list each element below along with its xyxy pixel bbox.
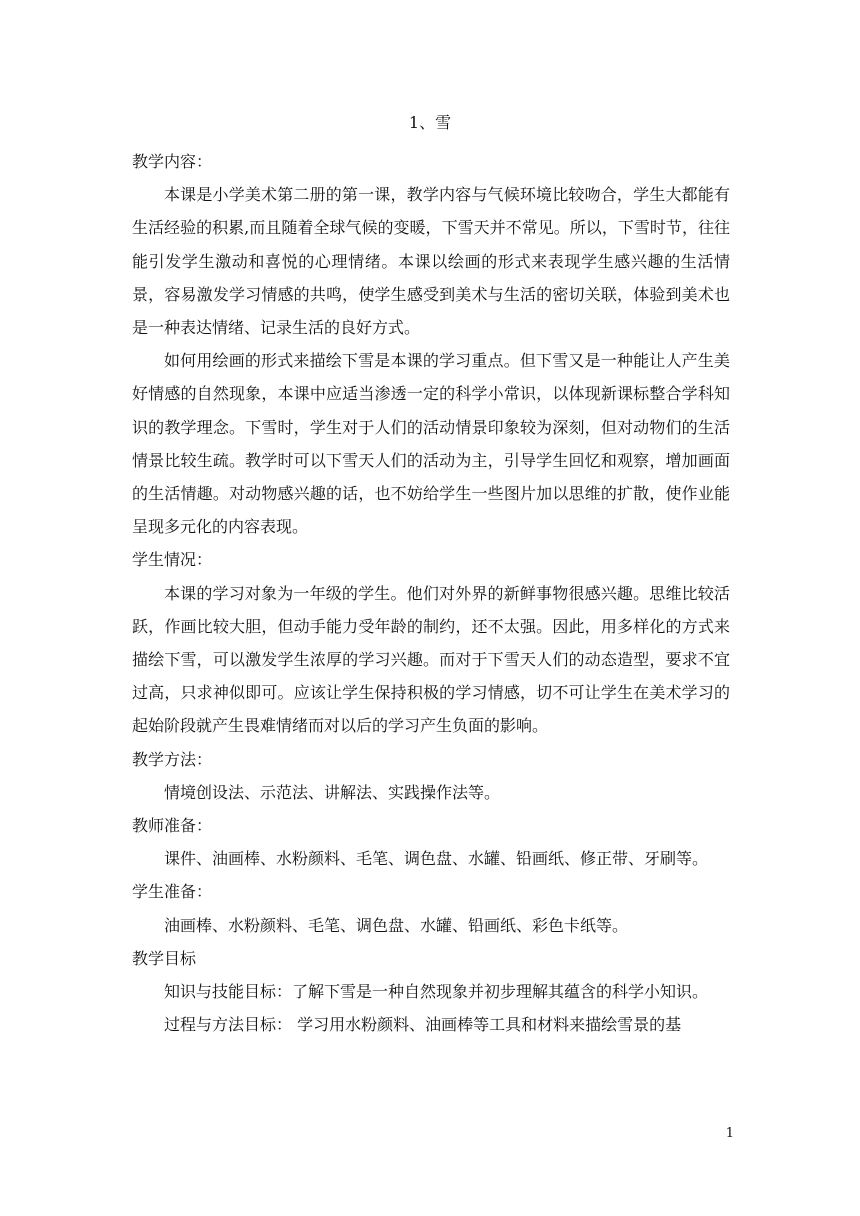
section-heading-teacher-prep: 教师准备： — [132, 816, 213, 836]
section-paragraph: 油画棒、水粉颜料、毛笔、调色盘、水罐、铅画纸、彩色卡纸等。 — [164, 915, 629, 935]
section-paragraph: 本课的学习对象为一年级的学生。他们对外界的新鲜事物很感兴趣。思维比较活跃，作画比较大胆，但动手能力受年龄的制约，还不太强。因此，用多样化的方式来描绘下雪，可以激发学生浓厚的学习兴趣。而对于下雪天人们的动态造型，要求不宜过高，只求神似即可。应该让学生保持积极的学习情感，切不可让学生在美术学习的起始阶段就产生畏难情绪而对以后的学习产生负面的影响。 — [132, 583, 730, 736]
section-paragraph: 情境创设法、示范法、讲解法、实践操作法等。 — [164, 782, 501, 802]
page-number: 1 — [725, 1126, 734, 1141]
document-title: 1、雪 — [408, 113, 452, 132]
section-paragraph: 课件、油画棒、水粉颜料、毛笔、调色盘、水罐、铅画纸、修正带、牙刷等。 — [164, 849, 709, 869]
section-paragraph: 本课是小学美术第二册的第一课，教学内容与气候环境比较吻合，学生大都能有生活经验的积累,而且随着全球气候的变暖，下雪天并不常见。所以，下雪时节，往往能引发学生激动和喜悦的心理情绪。本课以绘画的形式来表现学生感兴趣的生活情景，容易激发学习情感的共鸣，使学生感受到美术与生活的密切关联，体验到美术也是一种表达情绪、记录生活的良好方式。 — [132, 185, 730, 338]
section-paragraph: 知识与技能目标：了解下雪是一种自然现象并初步理解其蕴含的科学小知识。 — [164, 982, 709, 1002]
section-paragraph: 如何用绘画的形式来描绘下雪是本课的学习重点。但下雪又是一种能让人产生美好情感的自然现象，本课中应适当渗透一定的科学小常识，以体现新课标整合学科知识的教学理念。下雪时，学生对于人们的活动情景印象较为深刻，但对动物们的生活情景比较生疏。教学时可以下雪天人们的活动为主，引导学生回忆和观察，增加画面的生活情趣。对动物感兴趣的话，也不妨给学生一些图片加以思维的扩散，使作业能呈现多元化的内容表现。 — [132, 351, 730, 537]
section-heading-students: 学生情况： — [132, 550, 213, 570]
section-heading-objectives: 教学目标 — [132, 948, 197, 968]
document-body — [132, 145, 730, 1041]
section-heading-content: 教学内容： — [132, 152, 213, 171]
section-paragraph: 过程与方法目标： 学习用水粉颜料、油画棒等工具和材料来描绘雪景的基 — [164, 1015, 682, 1035]
section-heading-methods: 教学方法： — [132, 749, 213, 769]
section-heading-student-prep: 学生准备： — [132, 882, 213, 902]
